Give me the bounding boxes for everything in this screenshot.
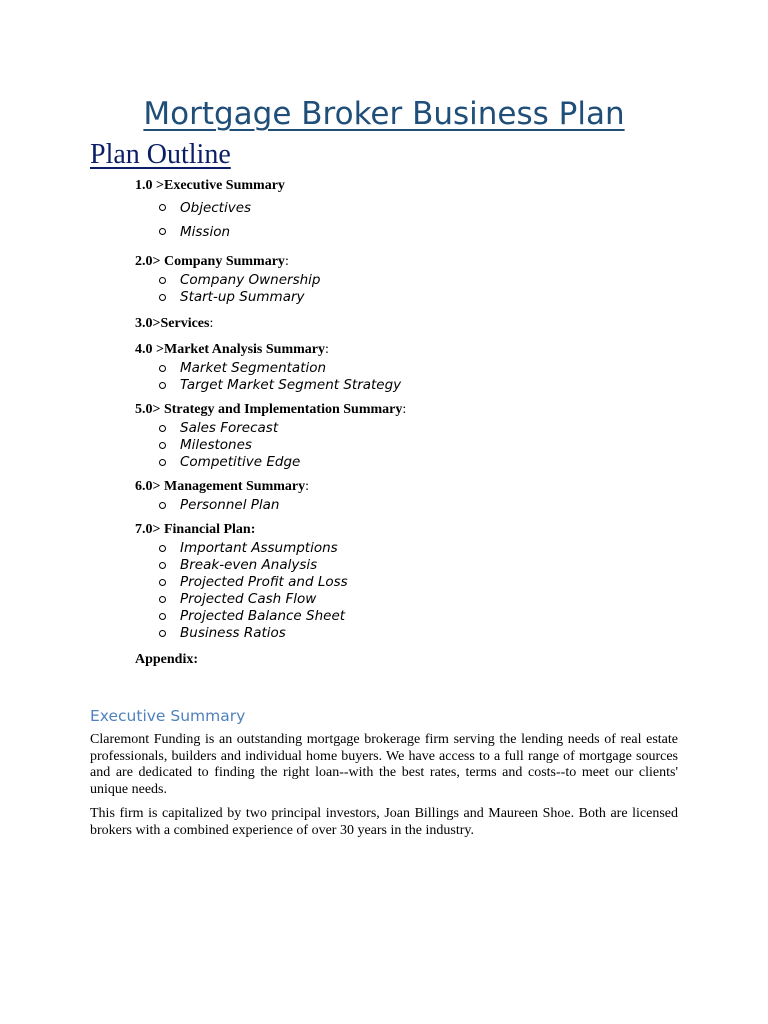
hollow-bullet-icon [159, 365, 166, 372]
hollow-bullet-icon [159, 277, 166, 284]
outline-title: Plan Outline [90, 139, 231, 170]
outline-item-label: Milestones [180, 437, 252, 453]
outline-item-list [135, 360, 695, 394]
outline-list-item [135, 557, 695, 574]
outline-section-title: 7.0> Financial Plan: [135, 522, 256, 537]
hollow-bullet-icon [159, 425, 166, 432]
hollow-bullet-icon [159, 596, 166, 603]
outline-section-title: 1.0 >Executive Summary [135, 178, 285, 193]
executive-summary-paragraph: This firm is capitalized by two principal investors, Joan Billings and Maureen Shoe. Both are licensed brokers with a combined experience of over 30 years in the industry. [90, 806, 678, 838]
outline-section [135, 650, 695, 670]
outline-list-item [135, 574, 695, 591]
hollow-bullet-icon [159, 502, 166, 509]
outline-section-title: 3.0>Services [135, 316, 210, 331]
outline-section-title: Appendix: [135, 652, 199, 667]
outline-list-item [135, 220, 695, 244]
outline-section-heading [135, 400, 695, 420]
hollow-bullet-icon [159, 204, 166, 211]
outline-list-item [135, 497, 695, 514]
outline-item-label: Break-even Analysis [180, 557, 318, 573]
outline-item-label: Market Segmentation [180, 360, 327, 376]
plan-outline [135, 176, 695, 670]
outline-item-label: Projected Profit and Loss [180, 574, 348, 590]
outline-section-heading [135, 340, 695, 360]
outline-section [135, 340, 695, 394]
outline-section-colon: : [402, 402, 407, 417]
outline-list-item [135, 540, 695, 557]
hollow-bullet-icon [159, 545, 166, 552]
outline-list-item [135, 377, 695, 394]
hollow-bullet-icon [159, 459, 166, 466]
outline-section-title: 2.0> Company Summary [135, 254, 285, 269]
executive-summary-paragraph: Claremont Funding is an outstanding mortgage brokerage firm serving the lending needs of real estate professionals, builders and individual home buyers. We have access to a full range of mortgage sources and are dedicated to finding the right loan--with the best rates, terms and costs--to meet our clients' unique needs. [90, 732, 678, 798]
outline-item-label: Target Market Segment Strategy [180, 377, 402, 393]
outline-section [135, 176, 695, 244]
outline-item-list [135, 272, 695, 306]
outline-section-title: 6.0> Management Summary [135, 479, 306, 494]
outline-section [135, 520, 695, 642]
outline-section [135, 314, 695, 334]
outline-section-heading [135, 520, 695, 540]
outline-section-colon: : [324, 342, 329, 357]
outline-section-heading [135, 252, 695, 272]
outline-section-title: 4.0 >Market Analysis Summary [135, 342, 325, 357]
document-title: Mortgage Broker Business Plan [143, 96, 625, 132]
executive-summary-heading: Executive Summary [90, 707, 246, 725]
outline-list-item [135, 625, 695, 642]
hollow-bullet-icon [159, 579, 166, 586]
hollow-bullet-icon [159, 294, 166, 301]
hollow-bullet-icon [159, 442, 166, 449]
outline-section-colon: : [209, 316, 214, 331]
outline-list-item [135, 591, 695, 608]
outline-list-item [135, 289, 695, 306]
hollow-bullet-icon [159, 228, 166, 235]
outline-list-item [135, 360, 695, 377]
outline-section-title: 5.0> Strategy and Implementation Summary [135, 402, 403, 417]
outline-item-label: Important Assumptions [180, 540, 338, 556]
outline-section-heading [135, 314, 695, 334]
outline-item-label: Objectives [180, 200, 252, 216]
outline-section [135, 400, 695, 471]
outline-list-item [135, 437, 695, 454]
outline-section-heading [135, 477, 695, 497]
outline-item-label: Company Ownership [180, 272, 321, 288]
outline-item-label: Competitive Edge [180, 454, 301, 470]
outline-item-list [135, 196, 695, 244]
outline-list-item [135, 608, 695, 625]
outline-item-label: Personnel Plan [180, 497, 280, 513]
outline-section [135, 477, 695, 514]
outline-item-label: Projected Cash Flow [180, 591, 317, 607]
hollow-bullet-icon [159, 613, 166, 620]
outline-section-heading [135, 176, 695, 196]
outline-item-list [135, 420, 695, 471]
hollow-bullet-icon [159, 630, 166, 637]
outline-item-label: Mission [180, 224, 231, 240]
outline-section-colon: : [284, 254, 289, 269]
outline-section [135, 252, 695, 306]
outline-item-label: Sales Forecast [180, 420, 279, 436]
outline-section-colon: : [305, 479, 310, 494]
outline-list-item [135, 272, 695, 289]
outline-item-label: Business Ratios [180, 625, 286, 641]
outline-list-item [135, 454, 695, 471]
outline-item-list [135, 540, 695, 642]
hollow-bullet-icon [159, 382, 166, 389]
outline-section-heading [135, 650, 695, 670]
outline-item-label: Projected Balance Sheet [180, 608, 346, 624]
outline-list-item [135, 420, 695, 437]
hollow-bullet-icon [159, 562, 166, 569]
outline-list-item [135, 196, 695, 220]
outline-item-label: Start-up Summary [180, 289, 305, 305]
outline-item-list [135, 497, 695, 514]
